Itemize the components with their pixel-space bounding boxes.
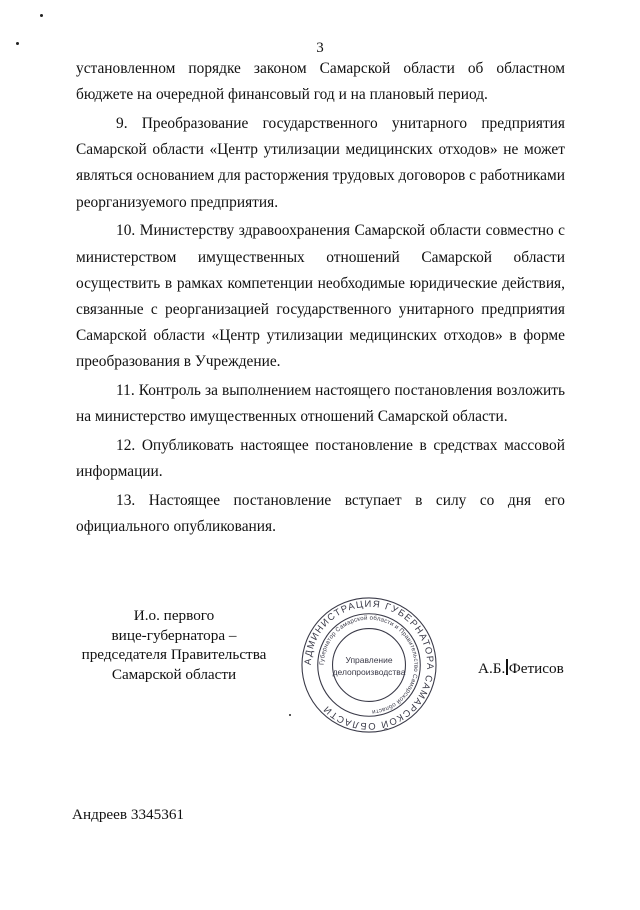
handwritten-signature-mark	[506, 659, 508, 675]
document-body	[76, 56, 565, 543]
signatory-title	[56, 606, 292, 684]
paragraph-continuation: установленном порядке законом Самарской области об областном бюджете на очередной финансовый год и на плановый период.	[76, 60, 565, 104]
seal-center-line-1: Управление	[345, 655, 393, 666]
signatory-title-line: И.о. первого	[133, 607, 215, 624]
signatory-title-line: председателя Правительства	[81, 646, 267, 663]
seal-center-line-2: делопроизводства	[332, 666, 406, 677]
signatory-name	[478, 659, 564, 678]
signatory-title-line: вице-губернатора –	[111, 626, 237, 644]
official-seal-stamp	[300, 596, 438, 734]
signatory-initials: А.Б.	[478, 660, 506, 677]
seal-inner-text: Губернатор Самарской области и Правительство Самарской области	[318, 614, 420, 716]
paragraph-13: 13. Настоящее постановление вступает в силу со дня его официального опубликования.	[76, 492, 565, 536]
scan-speck	[16, 42, 19, 45]
signatory-surname: Фетисов	[508, 660, 564, 677]
paragraph-10: 10. Министерству здравоохранения Самарской области совместно с министерством имущественных отношений Самарской области осуществить в рамках компетенции необходимые юридические действия, связанные с реорганизацией государственного унитарного предприятия Самарской области «Центр утилизации медицинских отходов» в форме преобразования в Учреждение.	[76, 222, 565, 371]
paragraph-12: 12. Опубликовать настоящее постановление в средствах массовой информации.	[76, 437, 565, 481]
page-number: 3	[316, 40, 324, 56]
paragraph-11: 11. Контроль за выполнением настоящего постановления возложить на министерство имущественных отношений Самарской области.	[76, 382, 565, 426]
paragraph-9: 9. Преобразование государственного унитарного предприятия Самарской области «Центр утилизации медицинских отходов» не может являться основанием для расторжения трудовых договоров с работниками реорганизуемого предприятия.	[76, 115, 565, 211]
executor-contact: Андреев 3345361	[72, 806, 185, 823]
scan-speck	[289, 714, 291, 716]
signatory-title-line: Самарской области	[111, 665, 237, 683]
scan-speck	[40, 14, 43, 17]
seal-outer-text: АДМИНИСТРАЦИЯ ГУБЕРНАТОРА САМАРСКОЙ ОБЛАСТИ	[302, 598, 436, 732]
